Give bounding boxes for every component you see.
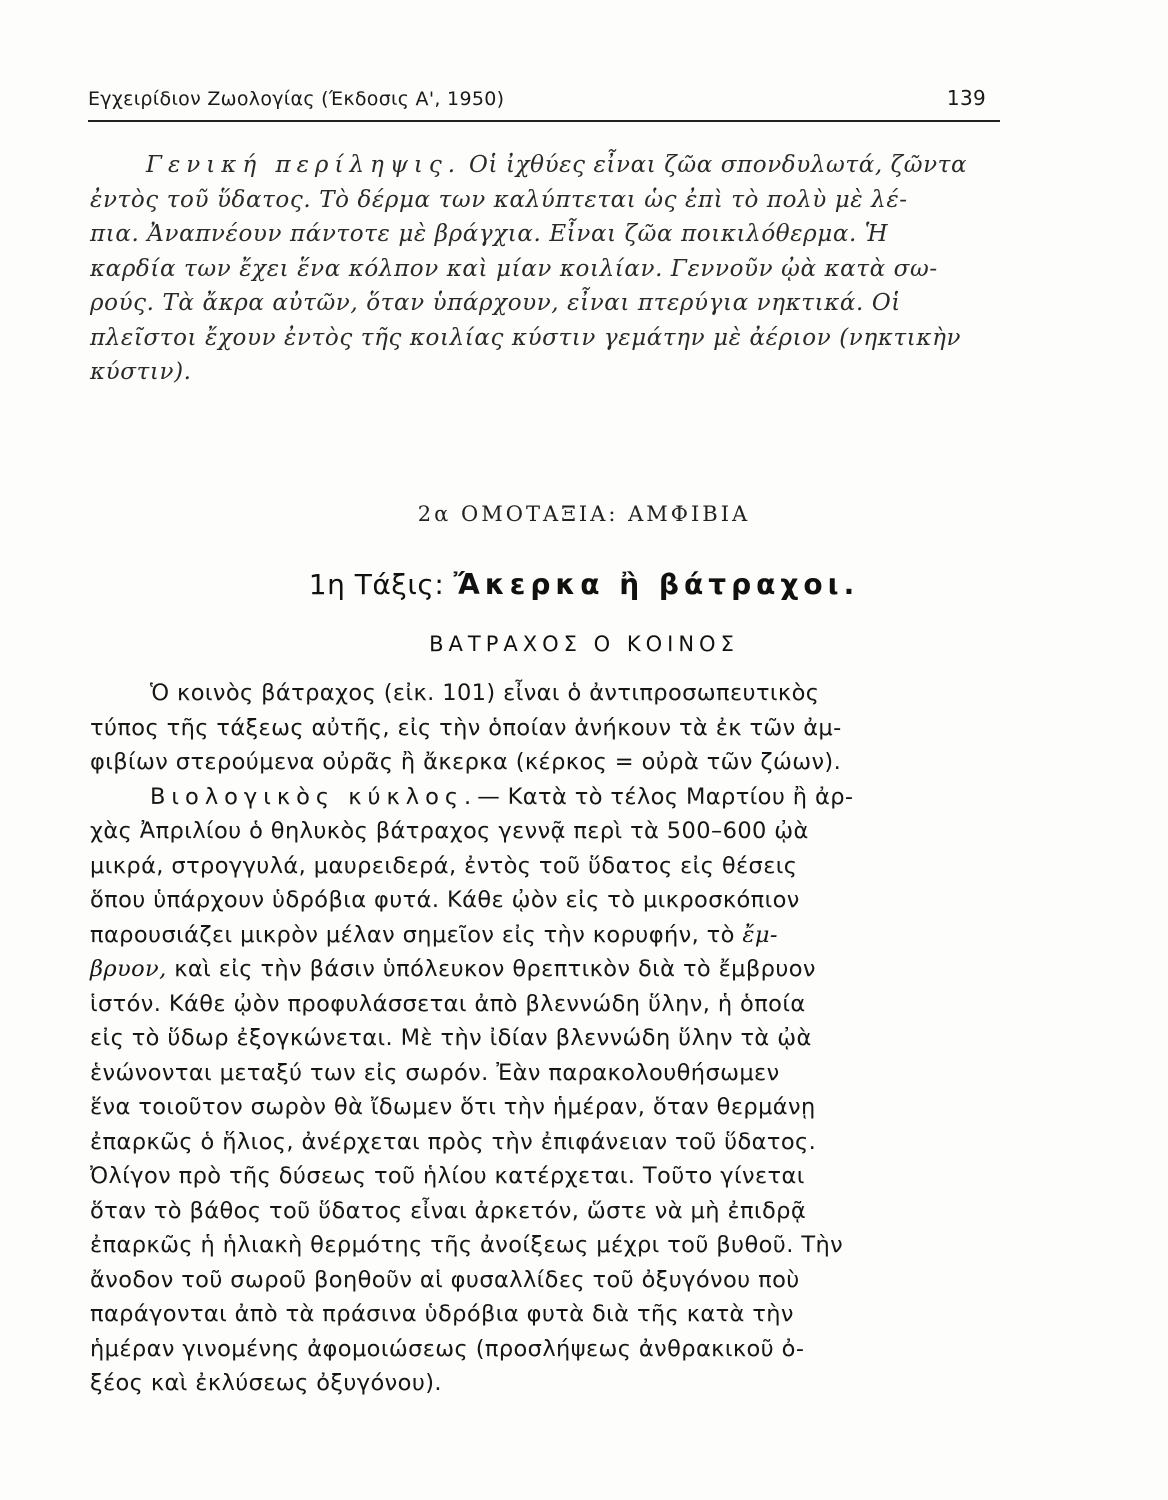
book-title: Εγχειρίδιον Ζωολογίας (Έκδοσις Α', 1950)	[88, 88, 505, 110]
embryo-term-cont: βρυον,	[90, 956, 167, 982]
body-line: ὅπου ὑπάρχουν ὑδρόβια φυτά. Κάθε ᾠὸν εἰς τὸ μικροσκόπιον	[90, 887, 800, 913]
class-heading: 2α ΟΜΟΤΑΞΙΑ: ΑΜΦΙΒΙΑ	[417, 502, 751, 526]
summary-lead: Γενική περίληψις.	[146, 152, 462, 178]
body-line: ὅταν τὸ βάθος τοῦ ὕδατος εἶναι ἀρκετόν, ὥστε νὰ μὴ ἐπιδρᾷ	[90, 1197, 807, 1224]
body-line-text: — Κατὰ τὸ τέλος Μαρτίου ἢ ἀρ-	[477, 783, 854, 810]
body-line-text: καὶ εἰς τὴν βάσιν ὑπόλευκον θρεπτικὸν διὰ τὸ ἔμβρυον	[166, 956, 816, 982]
body-line: Ὀλίγον πρὸ τῆς δύσεως τοῦ ἡλίου κατέρχεται. Τοῦτο γίνεται	[90, 1163, 805, 1189]
summary-line: πια. Ἀναπνέουν πάντοτε μὲ βράγχια. Εἶναι ζῶα ποικιλόθερμα. Ἡ	[90, 221, 889, 247]
fish-summary-paragraph	[90, 148, 1010, 390]
summary-line	[90, 148, 1010, 183]
body-line: ἕνα τοιοῦτον σωρὸν θὰ ἴδωμεν ὅτι τὴν ἡμέραν, ὅταν θερμάνῃ	[90, 1094, 816, 1120]
body-line: τύπος τῆς τάξεως αὐτῆς, εἰς τὴν ὁποίαν ἀνήκουν τὰ ἐκ τῶν ἀμ-	[90, 714, 842, 741]
body-line	[90, 780, 1020, 815]
body-line: ἐπαρκῶς ὁ ἥλιος, ἀνέρχεται πρὸς τὴν ἐπιφάνειαν τοῦ ὕδατος.	[90, 1128, 817, 1155]
body-line: χὰς Ἀπριλίου ὁ θηλυκὸς βάτραχος γεννᾷ περὶ τὰ 500–600 ᾠὰ	[90, 818, 809, 844]
body-line: φιβίων στερούμενα οὐρᾶς ἢ ἄκερκα (κέρκος = οὐρὰ τῶν ζώων).	[90, 749, 842, 775]
body-line: Ὁ κοινὸς βάτραχος (εἰκ. 101) εἶναι ὁ ἀντιπροσωπευτικὸς	[150, 680, 820, 706]
body-line: ξέος καὶ ἐκλύσεως ὀξυγόνου).	[90, 1370, 442, 1396]
body-line: παράγονται ἀπὸ τὰ πράσινα ὑδρόβια φυτὰ διὰ τῆς κατὰ τὴν	[90, 1301, 794, 1327]
body-line: ἑνώνονται μεταξύ των εἰς σωρόν. Ἐὰν παρακολουθήσωμεν	[90, 1059, 780, 1086]
running-header	[88, 84, 1000, 122]
biology-cycle-lead: Βιολογικὸς κύκλος.	[150, 783, 478, 810]
order-heading-name: Ἄκερκα ἢ βάτραχοι.	[453, 568, 860, 601]
page-number: 139	[946, 86, 986, 110]
order-heading-prefix: 1η Τάξις:	[308, 568, 454, 601]
body-line	[90, 952, 1020, 987]
body-line: ἡμέραν γινομένης ἀφομοιώσεως (προσλήψεως ἀνθρακικοῦ ὀ-	[90, 1335, 805, 1362]
body-line: εἰς τὸ ὕδωρ ἐξογκώνεται. Μὲ τὴν ἰδίαν βλεννώδη ὕλην τὰ ᾠὰ	[90, 1025, 812, 1051]
summary-line: πλεῖστοι ἔχουν ἐντὸς τῆς κοιλίας κύστιν γεμάτην μὲ ἀέριον (νηκτικὴν	[90, 324, 962, 351]
summary-line: ρούς. Τὰ ἄκρα αὐτῶν, ὅταν ὑπάρχουν, εἶναι πτερύγια νηκτικά. Οἱ	[90, 290, 901, 316]
summary-line: καρδία των ἔχει ἕνα κόλπον καὶ μίαν κοιλίαν. Γεννοῦν ᾠὰ κατὰ σω-	[90, 255, 938, 282]
body-line: ἐπαρκῶς ἡ ἡλιακὴ θερμότης τῆς ἀνοίξεως μέχρι τοῦ βυθοῦ. Τὴν	[90, 1232, 844, 1258]
order-heading	[0, 568, 1168, 601]
summary-line-text: Οἱ ἰχθύες εἶναι ζῶα σπονδυλωτά, ζῶντα	[461, 152, 968, 178]
body-line: ἄνοδον τοῦ σωροῦ βοηθοῦν αἱ φυσαλλίδες τοῦ ὀξυγόνου ποὺ	[90, 1266, 800, 1293]
section-title: ΒΑΤΡΑΧΟΣ Ο ΚΟΙΝΟΣ	[429, 632, 739, 656]
body-line	[90, 918, 1020, 953]
summary-line: κύστιν).	[90, 359, 192, 385]
body-line: ἱστόν. Κάθε ᾠὸν προφυλάσσεται ἀπὸ βλεννώδη ὕλην, ἡ ὁποία	[90, 990, 806, 1017]
body-line: μικρά, στρογγυλά, μαυρειδερά, ἐντὸς τοῦ ὕδατος εἰς θέσεις	[90, 852, 798, 879]
body-line-text: παρουσιάζει μικρὸν μέλαν σημεῖον εἰς τὴν κορυφήν, τὸ	[90, 921, 735, 948]
embryo-term: ἔμ-	[742, 921, 778, 948]
summary-line: ἐντὸς τοῦ ὕδατος. Τὸ δέρμα των καλύπτεται ὡς ἐπὶ τὸ πολὺ μὲ λέ-	[90, 186, 908, 213]
frog-body-text	[90, 676, 1020, 1401]
